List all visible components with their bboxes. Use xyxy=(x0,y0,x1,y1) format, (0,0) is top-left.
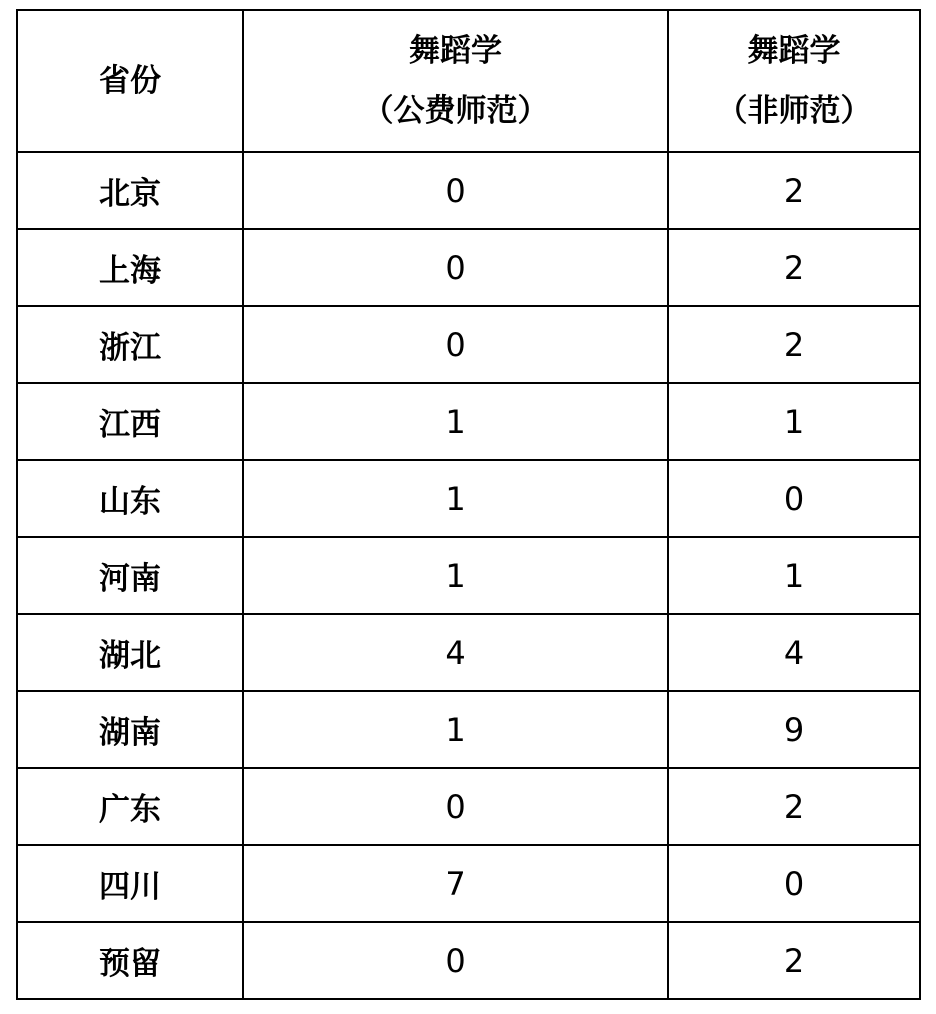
public-normal-cell: 0 xyxy=(243,152,668,229)
non-normal-cell: 2 xyxy=(668,922,920,999)
non-normal-cell: 0 xyxy=(668,845,920,922)
province-cell: 预留 xyxy=(17,922,243,999)
public-normal-cell: 1 xyxy=(243,460,668,537)
province-cell: 上海 xyxy=(17,229,243,306)
table-row xyxy=(17,768,920,845)
non-normal-cell: 1 xyxy=(668,537,920,614)
table-row xyxy=(17,229,920,306)
province-cell: 湖北 xyxy=(17,614,243,691)
province-cell: 江西 xyxy=(17,383,243,460)
public-normal-cell: 0 xyxy=(243,306,668,383)
table-row xyxy=(17,845,920,922)
non-normal-cell: 2 xyxy=(668,306,920,383)
public-normal-cell: 1 xyxy=(243,537,668,614)
table-row xyxy=(17,152,920,229)
province-cell: 北京 xyxy=(17,152,243,229)
table-header xyxy=(17,10,920,152)
province-cell: 河南 xyxy=(17,537,243,614)
province-cell: 山东 xyxy=(17,460,243,537)
non-normal-cell: 4 xyxy=(668,614,920,691)
table-row xyxy=(17,614,920,691)
non-normal-cell: 2 xyxy=(668,152,920,229)
public-normal-cell: 0 xyxy=(243,229,668,306)
header-public-normal-line1: 舞蹈学 xyxy=(409,33,502,69)
non-normal-cell: 2 xyxy=(668,768,920,845)
header-public-normal xyxy=(243,10,668,152)
non-normal-cell: 1 xyxy=(668,383,920,460)
enrollment-table xyxy=(16,9,921,1000)
public-normal-cell: 0 xyxy=(243,922,668,999)
table-row xyxy=(17,537,920,614)
header-non-normal-line2: （非师范） xyxy=(716,93,872,129)
public-normal-cell: 1 xyxy=(243,691,668,768)
public-normal-cell: 1 xyxy=(243,383,668,460)
table-body xyxy=(17,152,920,999)
province-cell: 浙江 xyxy=(17,306,243,383)
table-row xyxy=(17,306,920,383)
province-cell: 广东 xyxy=(17,768,243,845)
non-normal-cell: 0 xyxy=(668,460,920,537)
non-normal-cell: 2 xyxy=(668,229,920,306)
province-cell: 湖南 xyxy=(17,691,243,768)
non-normal-cell: 9 xyxy=(668,691,920,768)
public-normal-cell: 0 xyxy=(243,768,668,845)
header-public-normal-line2: （公费师范） xyxy=(362,93,549,129)
header-row xyxy=(17,10,920,152)
public-normal-cell: 7 xyxy=(243,845,668,922)
table-row xyxy=(17,383,920,460)
table-row xyxy=(17,460,920,537)
table-row xyxy=(17,922,920,999)
header-province-label: 省份 xyxy=(99,63,161,99)
header-non-normal-line1: 舞蹈学 xyxy=(747,33,841,69)
header-non-normal xyxy=(668,10,920,152)
public-normal-cell: 4 xyxy=(243,614,668,691)
province-cell: 四川 xyxy=(17,845,243,922)
header-province xyxy=(17,10,243,152)
table-row xyxy=(17,691,920,768)
